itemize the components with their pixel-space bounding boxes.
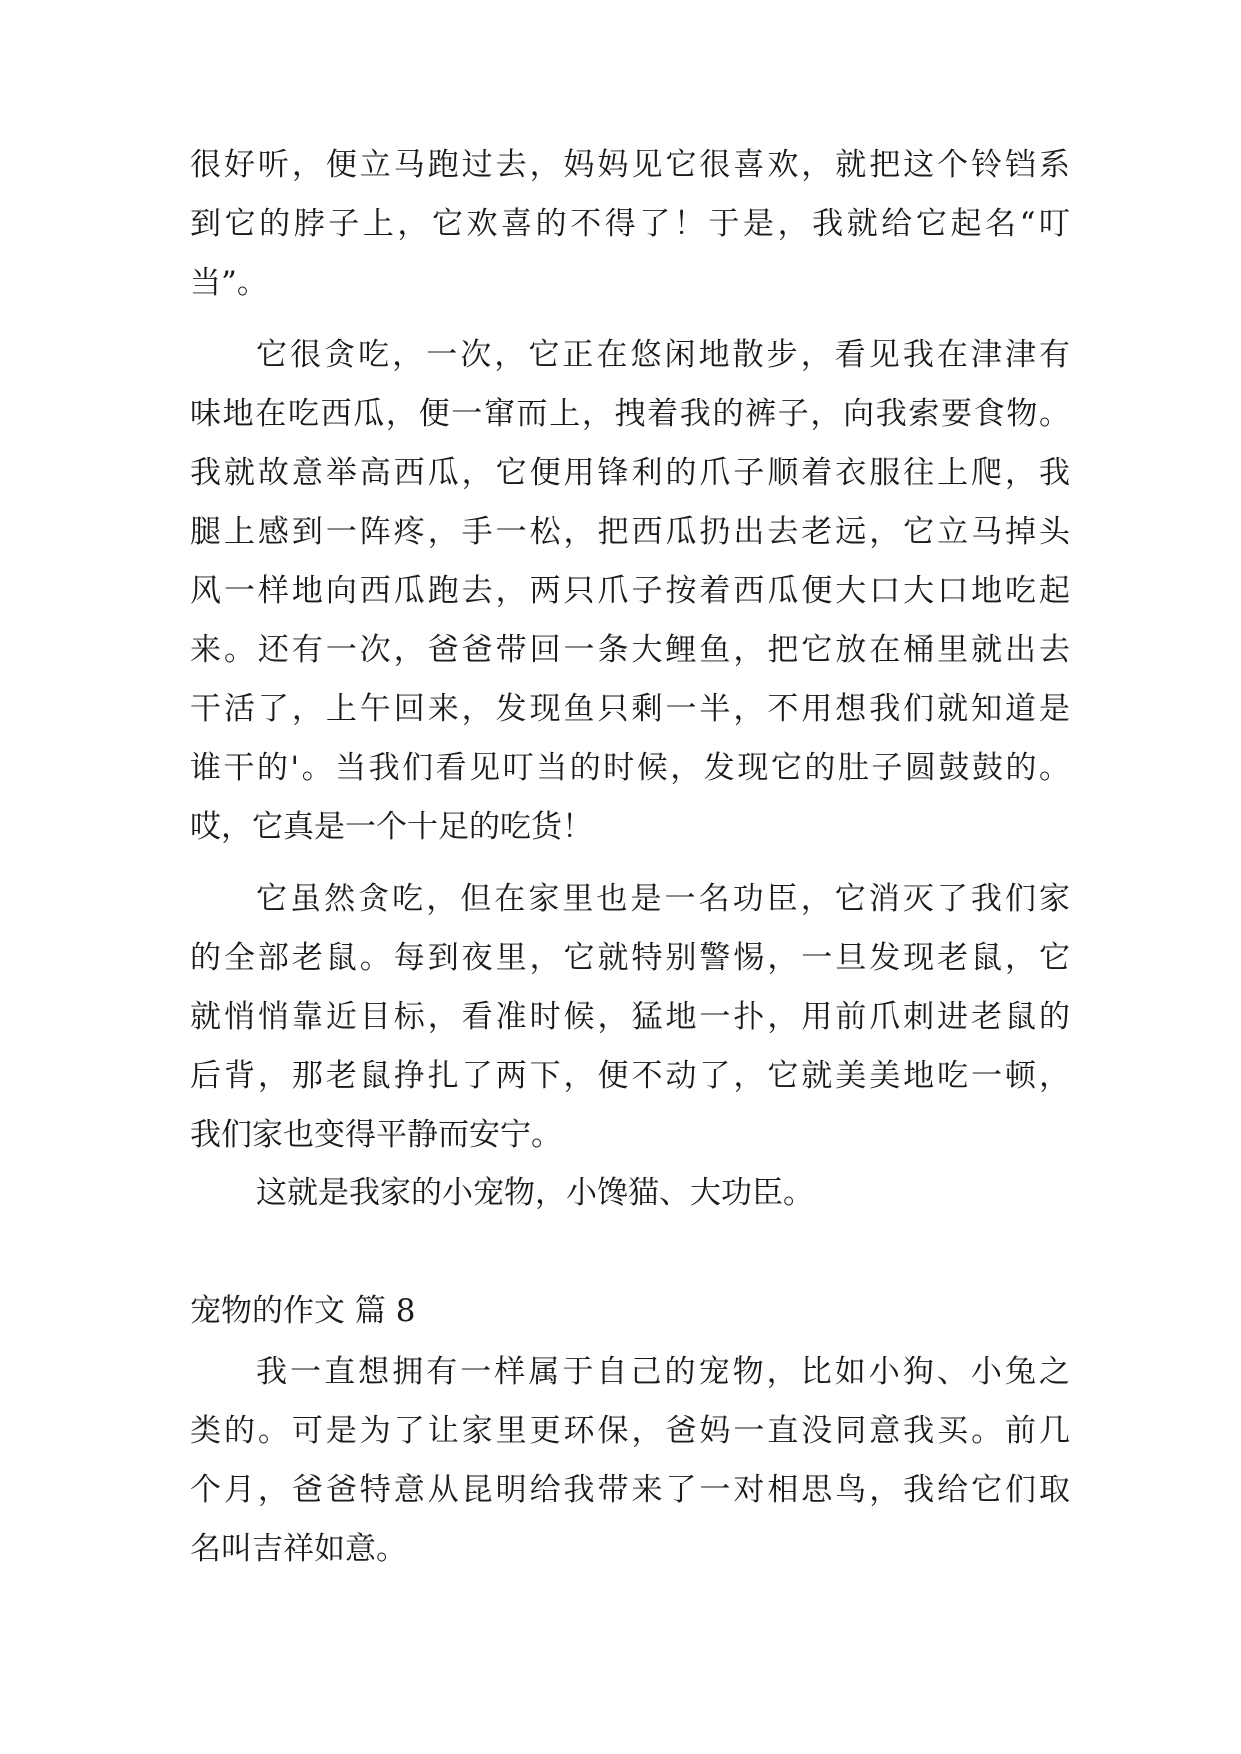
paragraph-2-line-1: 它很贪吃，一次，它正在悠闲地散步，看见我在津津有 <box>256 337 1070 373</box>
paragraph-2-line-4: 腿上感到一阵疼，手一松，把西瓜扔出去老远，它立马掉头 <box>190 514 1070 550</box>
paragraph-1-line-2: 到它的脖子上，它欢喜的不得了！于是，我就给它起名“叮 <box>190 206 1070 242</box>
paragraph-2-line-6: 来。还有一次，爸爸带回一条大鲤鱼，把它放在桶里就出去 <box>190 632 1070 668</box>
paragraph-1-line-1: 很好听，便立马跑过去，妈妈见它很喜欢，就把这个铃铛系 <box>190 147 1070 183</box>
paragraph-5-line-4: 名叫吉祥如意。 <box>190 1531 407 1567</box>
paragraph-2-line-5: 风一样地向西瓜跑去，两只爪子按着西瓜便大口大口地吃起 <box>190 573 1070 609</box>
paragraph-2-line-7: 干活了，上午回来，发现鱼只剩一半，不用想我们就知道是 <box>190 691 1070 727</box>
paragraph-3-line-5: 我们家也变得平静而安宁。 <box>190 1117 562 1153</box>
section-heading: 宠物的作文 篇 8 <box>190 1293 416 1329</box>
paragraph-2-line-3: 我就故意举高西瓜，它便用锋利的爪子顺着衣服往上爬，我 <box>190 455 1070 491</box>
paragraph-5-line-1: 我一直想拥有一样属于自己的宠物，比如小狗、小兔之 <box>256 1354 1070 1390</box>
paragraph-5-line-3: 个月，爸爸特意从昆明给我带来了一对相思鸟，我给它们取 <box>190 1472 1070 1508</box>
paragraph-2-line-8: 谁干的'。当我们看见叮当的时候，发现它的肚子圆鼓鼓的。 <box>190 750 1070 786</box>
paragraph-3-line-4: 后背，那老鼠挣扎了两下，便不动了，它就美美地吃一顿， <box>190 1058 1070 1094</box>
paragraph-5-line-2: 类的。可是为了让家里更环保，爸妈一直没同意我买。前几 <box>190 1413 1070 1449</box>
paragraph-3-line-2: 的全部老鼠。每到夜里，它就特别警惕，一旦发现老鼠，它 <box>190 940 1070 976</box>
paragraph-2-line-2: 味地在吃西瓜，便一窜而上，拽着我的裤子，向我索要食物。 <box>190 396 1070 432</box>
paragraph-3-line-3: 就悄悄靠近目标，看准时候，猛地一扑，用前爪刺进老鼠的 <box>190 999 1070 1035</box>
paragraph-4-line-1: 这就是我家的小宠物，小馋猫、大功臣。 <box>256 1175 814 1211</box>
paragraph-1-line-3: 当”。 <box>190 265 268 301</box>
paragraph-3-line-1: 它虽然贪吃，但在家里也是一名功臣，它消灭了我们家 <box>256 881 1070 917</box>
paragraph-2-line-9: 哎，它真是一个十足的吃货！ <box>190 809 593 845</box>
